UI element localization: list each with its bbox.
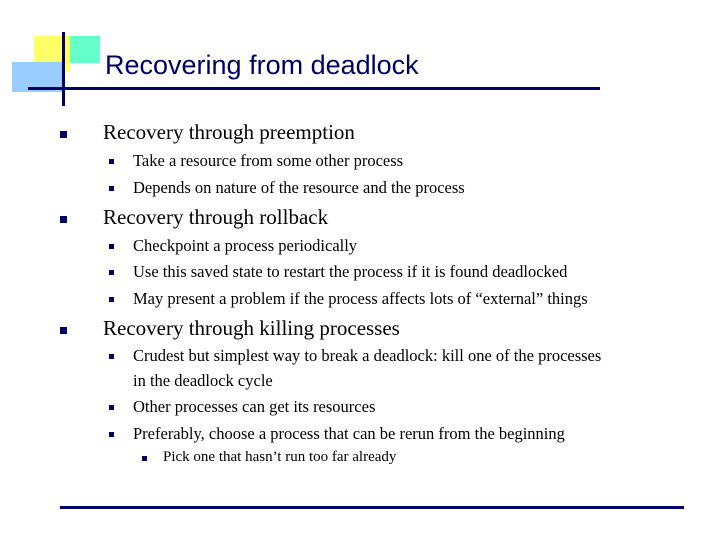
list-item: Checkpoint a process periodically [133, 236, 358, 255]
bullet-square-icon [60, 327, 67, 334]
bullet-square-icon [109, 432, 114, 437]
bullet-square-icon [60, 131, 67, 138]
bullet-square-icon [109, 354, 114, 359]
bullet-square-icon [109, 186, 114, 191]
section-heading-preemption: Recovery through preemption [103, 120, 355, 144]
bullet-square-icon [109, 405, 114, 410]
title-underline [28, 87, 600, 90]
list-item: Preferably, choose a process that can be rerun from the beginning [133, 424, 565, 443]
section-heading-rollback: Recovery through rollback [103, 205, 329, 229]
list-item: Other processes can get its resources [133, 397, 376, 416]
list-item: Crudest but simplest way to break a deadlock: kill one of the processes [133, 346, 602, 365]
list-item: May present a problem if the process affects lots of “external” things [133, 289, 588, 308]
bullet-square-icon [109, 244, 114, 249]
list-item-continuation: in the deadlock cycle [133, 371, 273, 390]
list-item: Depends on nature of the resource and the process [133, 178, 465, 197]
bullet-square-icon [109, 297, 114, 302]
bullet-square-icon [109, 159, 114, 164]
list-item: Take a resource from some other process [133, 151, 404, 170]
list-item: Use this saved state to restart the process if it is found deadlocked [133, 262, 568, 281]
bullet-square-icon [60, 216, 67, 223]
ornament-green-square [70, 36, 100, 63]
bullet-square-icon [142, 456, 147, 461]
ornament-vertical-line [62, 32, 65, 106]
bottom-rule [60, 506, 684, 509]
section-heading-killing: Recovery through killing processes [103, 316, 400, 340]
slide-title: Recovering from deadlock [105, 50, 419, 80]
bullet-square-icon [109, 270, 114, 275]
sub-list-item: Pick one that hasn’t run too far already [163, 449, 397, 465]
